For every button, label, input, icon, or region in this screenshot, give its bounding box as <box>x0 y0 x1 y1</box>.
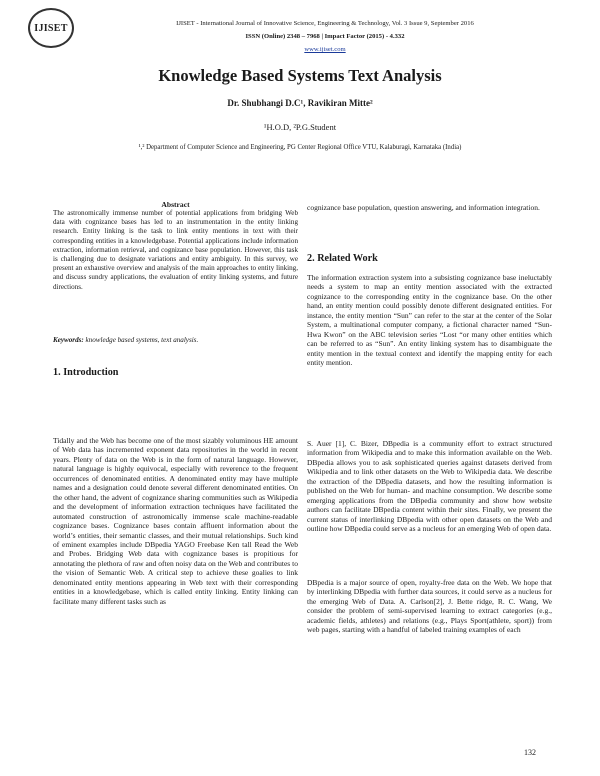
page-number: 132 <box>524 748 536 757</box>
section-heading-related-work: 2. Related Work <box>307 253 378 264</box>
paper-authors: Dr. Shubhangi D.C¹, Ravikiran Mitte² <box>227 98 373 108</box>
related-work-paragraph-2: S. Auer [1], C. Bizer, DBpedia is a community effort to extract structured information from Wikipedia and to make this information available on the Web. DBpedia allows you to ask sophisticated queries against datasets derived from Wikipedia and to link other datasets on the Web to Wikipedia data. We describe the extraction of the DBpedia datasets, and how the resulting information is published on the Web for human- and machine consumption. We describe some emerging applications from the DBpedia community and show how website authors can facilitate DBpedia content within their sites. Finally, we present the current status of interlinking DBpedia with other open datasets on the Web and outline how DBpedia could serve as a nucleus for an emerging Web of open data. <box>307 439 552 534</box>
website-link[interactable]: www.ijiset.com <box>304 46 346 53</box>
journal-logo <box>28 8 74 48</box>
author-roles: ¹H.O.D, ²P.G.Student <box>263 122 337 132</box>
journal-line: IJISET - International Journal of Innovative Science, Engineering & Technology, Vol. 3 Issue 9, September 2016 <box>176 20 474 27</box>
continuation-text: cognizance base population, question answering, and information integration. <box>307 203 540 212</box>
paper-title: Knowledge Based Systems Text Analysis <box>158 66 442 85</box>
related-work-paragraph-3: DBpedia is a major source of open, royalty-free data on the Web. We hope that by interlinking DBpedia with further data sources, it could serve as a nucleus for the emerging Web of Data. A. Carlson[2], J. Bette ridge, R. C. Wang, We consider the problem of semi-supervised learning to extract categories (e.g., academic fields, athletes) and relations (e.g., Plays Sport(athlete, sport)) from web pages, starting with a handful of labeled training examples of each <box>307 578 552 635</box>
introduction-text: Tidally and the Web has become one of the most sizably voluminous HE amount of Web data has incremented exponent data repositories in the world in recent years. Plenty of data on the Web is in the form of natural language. However, natural language is highly equivocal, especially with reverence to the frequent occurrences of denominated entities. A denominated entity may have multiple names and a designation could denote several different denominated entities. On the other hand, the advent of cognizance sharing communities such as Wikipedia and the development of information extraction techniques have facilitated the automated construction of astronomically immense scale machine-readable cognizance bases. Cognizance bases contain affluent information about the world’s entities, their semantic classes, and their mutual relationships. Such kind of eminent examples include DBpedia YAGO Freebase Ken tall Read the Web and Probes. Bridging Web data with cognizance bases is propitious for annotating the plethora of raw and often noisy data on the Web and contributes to the vision of Semantic Web. A critical step to achieve these goalies to link denominated entity mentions appearing in Web text with their corresponding entities in a knowledgebase, which is called entity linking. Entity linking can facilitate many different tasks such as <box>53 436 298 606</box>
issn-line: ISSN (Online) 2348 – 7968 | Impact Factor (2015) - 4.332 <box>245 33 405 40</box>
related-work-paragraph-1: The information extraction system into a subsisting cognizance base ineluctably needs a system to map an entity mention associated with the extracted cognizance to the corresponding entity in the cognizance base. On the other hand, an entity mention could possibly denote different designated entities. For instance, the entity mention “Sun” can refer to the star at the center of the Solar System, a multinational computer company, a fictional character named “Sun-Hwa Kwon” on the ABC television series “Lost “or many other entities which can be referred to as “Sun”. An entity linking system has to disambiguate the entity mention in the textual context and identify the mapping entity for each entity mention. <box>307 273 552 368</box>
section-heading-introduction: 1. Introduction <box>53 367 119 378</box>
logo-text: IJISET <box>34 22 68 34</box>
keywords <box>53 336 298 345</box>
abstract-heading: Abstract <box>161 200 190 209</box>
keywords-label: Keywords: <box>53 336 84 344</box>
abstract-text: The astronomically immense number of potential applications from bridging Web data with cognizance bases has led to an instrumentation in the entity linking research. Entity linking is the task to link entity mentions in text with their corresponding entities in a knowledgebase. Potential applications include information extraction, information retrieval, and cognizance base population. However, this task is challenging due to designate variations and entity ambiguity. In this survey, we present an exhaustive overview and analysis of the main approaches to entity linking, and discuss sundry applications, the evaluation of entity linking systems, and future directions. <box>53 209 298 291</box>
keywords-text: knowledge based systems, text analysis. <box>85 336 199 344</box>
author-affiliation: ¹,² Department of Computer Science and Engineering, PG Center Regional Office VTU, Kalaburagi, Karnataka (India) <box>138 144 462 151</box>
